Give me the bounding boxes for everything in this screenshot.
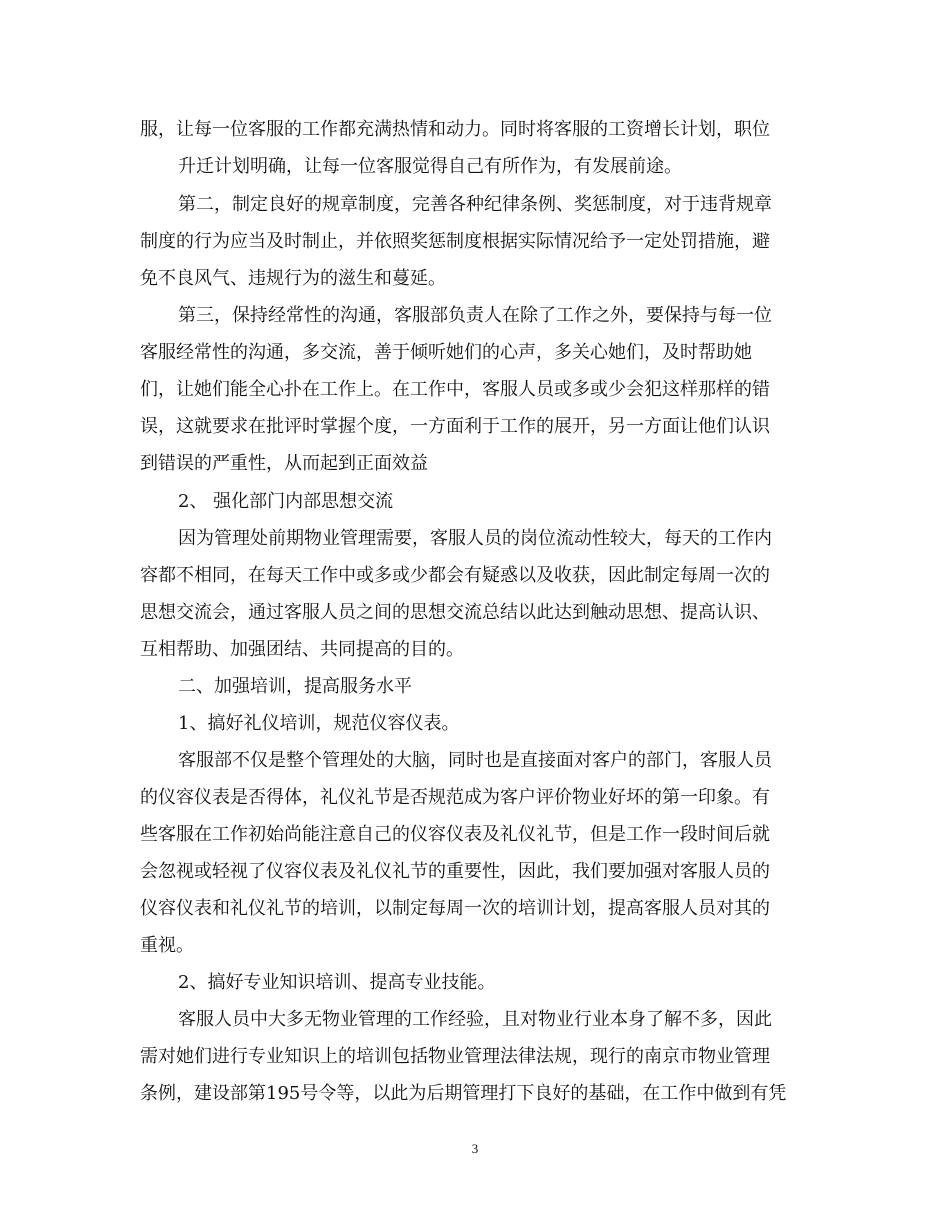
text-line: 客服部不仅是整个管理处的大脑，同时也是直接面对客户的部门，客服人员 bbox=[178, 750, 772, 771]
section-heading: 2、搞好专业知识培训、提高专业技能。 bbox=[178, 972, 496, 993]
text-line: 升迁计划明确，让每一位客服觉得自己有所作为，有发展前途。 bbox=[178, 156, 682, 177]
text-line: 客服人员中大多无物业管理的工作经验，且对物业行业本身了解不多，因此 bbox=[178, 1009, 772, 1030]
text-line: 需对她们进行专业知识上的培训包括物业管理法律法规，现行的南京市物业管理 bbox=[140, 1046, 770, 1067]
text-line: 互相帮助、加强团结、共同提高的目的。 bbox=[140, 639, 464, 660]
text-line: 重视。 bbox=[140, 935, 194, 956]
section-heading: 二、加强培训，提高服务水平 bbox=[178, 676, 412, 697]
section-heading: 2、 强化部门内部思想交流 bbox=[178, 491, 394, 512]
text-line: 制度的行为应当及时制止，并依照奖惩制度根据实际情况给予一定处罚措施，避 bbox=[140, 231, 770, 252]
page-number: 3 bbox=[471, 1141, 479, 1156]
text-line: 思想交流会，通过客服人员之间的思想交流总结以此达到触动思想、提高认识、 bbox=[140, 602, 770, 623]
text-line: 客服经常性的沟通，多交流，善于倾听她们的心声，多关心她们，及时帮助她 bbox=[140, 342, 752, 363]
text-line: 仪容仪表和礼仪礼节的培训，以制定每周一次的培训计划，提高客服人员对其的 bbox=[140, 898, 770, 919]
text-line: 条例，建设部第195号令等，以此为后期管理打下良好的基础，在工作中做到有凭 bbox=[140, 1083, 787, 1104]
text-line: 容都不相同，在每天工作中或多或少都会有疑惑以及收获，因此制定每周一次的 bbox=[140, 565, 770, 586]
text-line: 误，这就要求在批评时掌握个度，一方面利于工作的展开，另一方面让他们认识 bbox=[140, 416, 770, 437]
section-heading: 1、搞好礼仪培训，规范仪容仪表。 bbox=[178, 713, 460, 734]
text-line: 些客服在工作初始尚能注意自己的仪容仪表及礼仪礼节，但是工作一段时间后就 bbox=[140, 824, 770, 845]
text-line: 会忽视或轻视了仪容仪表及礼仪礼节的重要性，因此，我们要加强对客服人员的 bbox=[140, 861, 770, 882]
text-line: 第二，制定良好的规章制度，完善各种纪律条例、奖惩制度，对于违背规章 bbox=[178, 194, 772, 215]
text-line: 因为管理处前期物业管理需要，客服人员的岗位流动性较大，每天的工作内 bbox=[178, 528, 772, 549]
text-line: 免不良风气、违规行为的滋生和蔓延。 bbox=[140, 268, 446, 289]
text-line: 第三，保持经常性的沟通，客服部负责人在除了工作之外，要保持与每一位 bbox=[178, 305, 772, 326]
text-line: 们，让她们能全心扑在工作上。在工作中，客服人员或多或少会犯这样那样的错 bbox=[140, 379, 770, 400]
text-line: 到错误的严重性，从而起到正面效益 bbox=[140, 453, 428, 474]
text-line: 服，让每一位客服的工作都充满热情和动力。同时将客服的工资增长计划，职位 bbox=[140, 119, 770, 140]
text-line: 的仪容仪表是否得体，礼仪礼节是否规范成为客户评价物业好坏的第一印象。有 bbox=[140, 787, 770, 808]
